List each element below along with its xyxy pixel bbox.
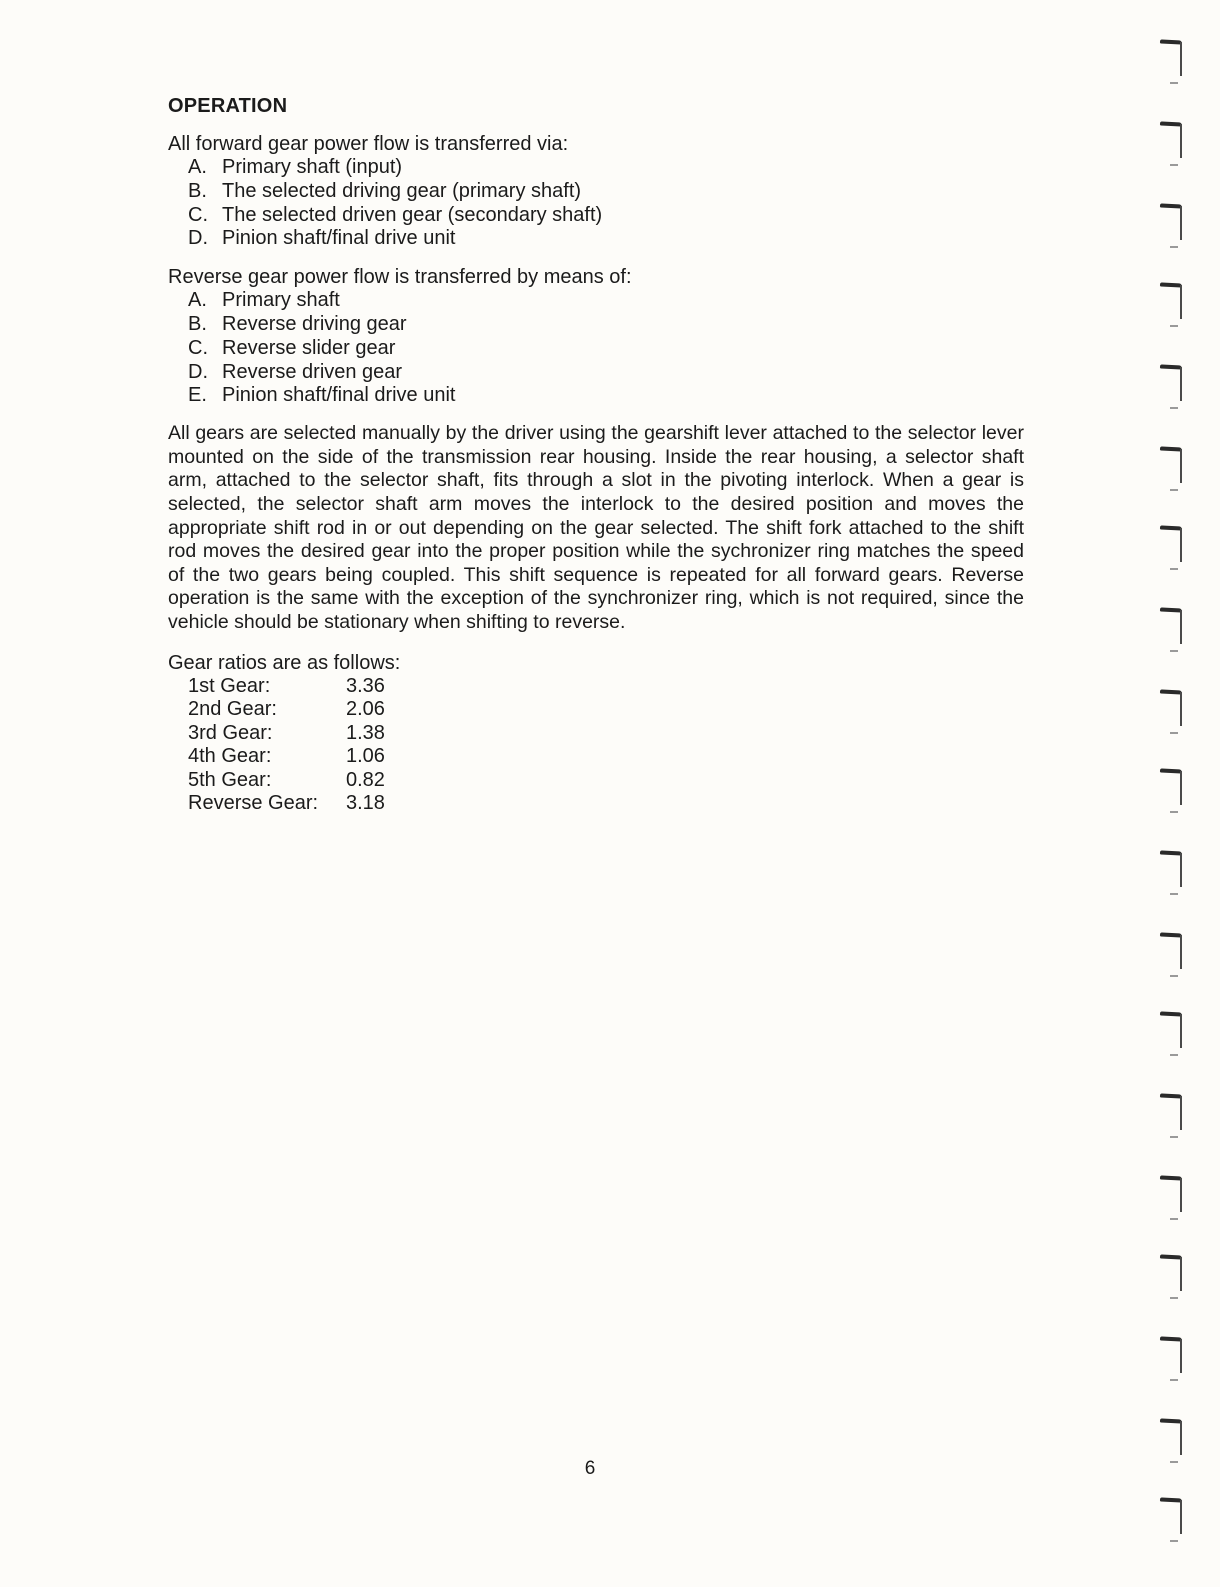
forward-list <box>168 156 1038 251</box>
list-letter: C. <box>188 203 208 226</box>
list-item <box>188 180 1038 204</box>
binding-ring <box>1160 283 1188 329</box>
list-letter: A. <box>188 289 207 312</box>
list-text: Reverse driven gear <box>222 360 403 383</box>
gear-label: Reverse Gear: <box>188 792 319 815</box>
gear-label: 5th Gear: <box>188 768 272 791</box>
page-content <box>168 92 1038 816</box>
list-item <box>188 361 1038 385</box>
list-item <box>188 384 1038 408</box>
binding-ring <box>1160 122 1188 168</box>
section-heading: OPERATION <box>168 95 288 117</box>
gear-label: 3rd Gear: <box>188 721 273 744</box>
table-row <box>188 745 385 769</box>
list-letter: A. <box>188 156 207 178</box>
binding-ring <box>1160 40 1188 86</box>
list-item <box>188 313 1038 337</box>
reverse-list <box>168 289 1038 408</box>
list-letter: B. <box>188 179 207 202</box>
binding-ring <box>1160 690 1188 736</box>
list-text: Reverse driving gear <box>222 312 407 335</box>
table-row <box>188 769 385 793</box>
binding-ring <box>1160 1337 1188 1383</box>
operation-paragraph: All gears are selected manually by the driver using the gearshift lever attached to the selector lever mounted on the side of the transmission rear housing. Inside the rear housing, a selector shaft arm, attached to the selector shaft, fits through a slot in the pivoting interlock. When a gear is selected, the selector shaft arm moves the interlock to the desired position and moves the appropriate shift rod in or out depending on the gear selected. The shift fork attached to the shift rod moves the desired gear into the proper position while the sychronizer ring matches the speed of the two gears being coupled. This shift sequence is repeated for all forward gears. Reverse operation is the same with the exception of the synchronizer ring, which is not required, since the vehicle should be stationary when shifting to reverse. <box>168 422 1024 633</box>
ratios-intro: Gear ratios are as follows: <box>168 651 401 674</box>
gear-ratio: 3.18 <box>346 792 385 815</box>
reverse-intro: Reverse gear power flow is transferred by means of: <box>168 266 632 289</box>
gear-label: 2nd Gear: <box>188 698 277 721</box>
list-text: The selected driving gear (primary shaft) <box>222 179 582 202</box>
list-letter: D. <box>188 360 208 383</box>
list-item <box>188 227 1038 251</box>
list-letter: C. <box>188 336 208 359</box>
list-text: Reverse slider gear <box>222 336 396 359</box>
gear-ratio-table <box>188 675 385 817</box>
binding-ring <box>1160 526 1188 572</box>
binding-ring <box>1160 1498 1188 1544</box>
page-number: 6 <box>584 1458 596 1479</box>
binding-ring <box>1160 769 1188 815</box>
binding-ring <box>1160 608 1188 654</box>
gear-ratio: 1.06 <box>346 745 385 768</box>
table-row <box>188 792 385 816</box>
gear-ratio: 3.36 <box>346 674 385 697</box>
gear-ratio: 1.38 <box>346 721 385 744</box>
gear-ratio: 0.82 <box>346 768 385 791</box>
list-letter: B. <box>188 312 207 335</box>
binding-ring <box>1160 1094 1188 1140</box>
gear-label: 4th Gear: <box>188 745 272 768</box>
list-text: The selected driven gear (secondary shaft) <box>222 203 603 226</box>
list-item <box>188 289 1038 313</box>
list-letter: D. <box>188 227 208 250</box>
list-letter: E. <box>188 384 207 407</box>
binding-ring <box>1160 1176 1188 1222</box>
binding-ring <box>1160 1012 1188 1058</box>
list-text: Pinion shaft/final drive unit <box>222 384 456 407</box>
table-row <box>188 698 385 722</box>
binding-ring <box>1160 365 1188 411</box>
list-text: Pinion shaft/final drive unit <box>222 227 456 250</box>
spiral-binding <box>1150 40 1200 1570</box>
binding-ring <box>1160 851 1188 897</box>
binding-ring <box>1160 447 1188 493</box>
table-row <box>188 675 385 699</box>
binding-ring <box>1160 933 1188 979</box>
binding-ring <box>1160 1419 1188 1465</box>
list-item <box>188 204 1038 228</box>
list-item <box>188 337 1038 361</box>
table-row <box>188 722 385 746</box>
binding-ring <box>1160 204 1188 250</box>
list-text: Primary shaft <box>222 289 340 312</box>
list-text: Primary shaft (input) <box>222 156 403 178</box>
gear-label: 1st Gear: <box>188 674 271 697</box>
binding-ring <box>1160 1255 1188 1301</box>
gear-ratio: 2.06 <box>346 698 385 721</box>
forward-intro: All forward gear power flow is transferred via: <box>168 133 569 155</box>
list-item <box>188 156 1038 180</box>
